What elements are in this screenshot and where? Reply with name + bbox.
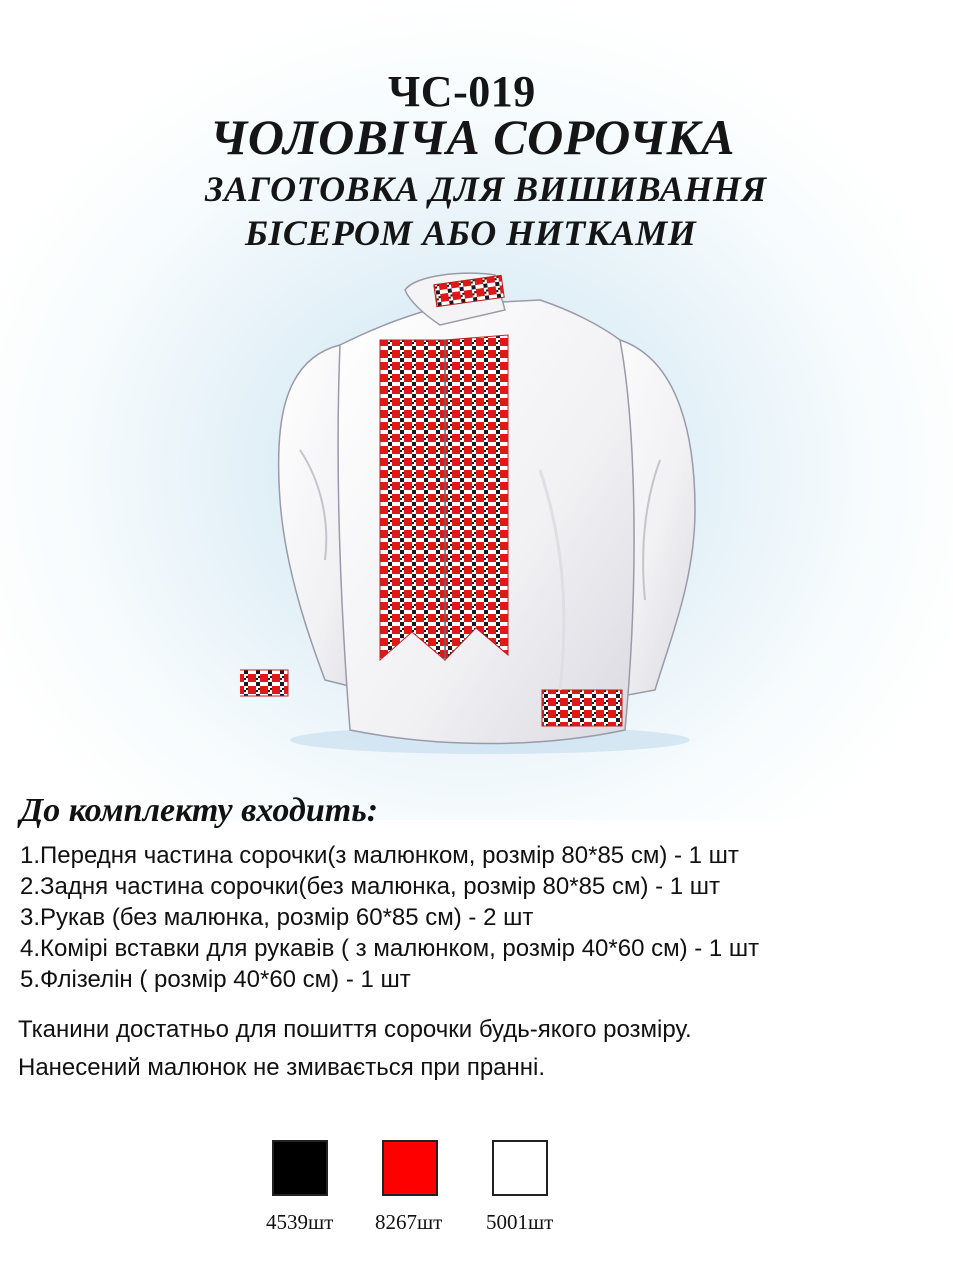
kit-items-list [20, 840, 759, 995]
kit-item: 1.Передня частина сорочки(з малюнком, розмір 80*85 см) - 1 шт [20, 842, 739, 869]
wash-note: Нанесений малюнок не змивається при пранні. [18, 1054, 546, 1081]
kit-item: 2.Задня частина сорочки(без малюнка, розмір 80*85 см) - 1 шт [20, 873, 721, 900]
fabric-note: Тканини достатньо для пошиття сорочки будь-якого розміру. [18, 1016, 692, 1043]
black-bead-swatch [272, 1140, 328, 1196]
product-code: ЧС-019 [388, 67, 536, 116]
kit-title: До комплекту входить: [20, 792, 379, 829]
shirt-drawing [240, 270, 740, 760]
red-bead-swatch [382, 1140, 438, 1196]
product-subtitle-line1: ЗАГОТОВКА ДЛЯ ВИШИВАННЯ [205, 169, 767, 209]
kit-item: 4.Комірі вставки для рукавів ( з малюнком, розмір 40*60 см) - 1 шт [20, 935, 760, 962]
product-subtitle-line2: БІСЕРОМ АБО НИТКАМИ [245, 213, 697, 253]
white-bead-count: 5001шт [486, 1210, 554, 1234]
red-bead-count: 8267шт [375, 1210, 443, 1234]
product-title: ЧОЛОВІЧА СОРОЧКА [210, 109, 735, 165]
kit-item: 5.Флізелін ( розмір 40*60 см) - 1 шт [20, 966, 411, 993]
white-bead-swatch [492, 1140, 548, 1196]
black-bead-count: 4539шт [266, 1210, 334, 1234]
shirt-illustration [240, 270, 740, 760]
kit-item: 3.Рукав (без малюнка, розмір 60*85 см) - 2 шт [20, 904, 534, 931]
